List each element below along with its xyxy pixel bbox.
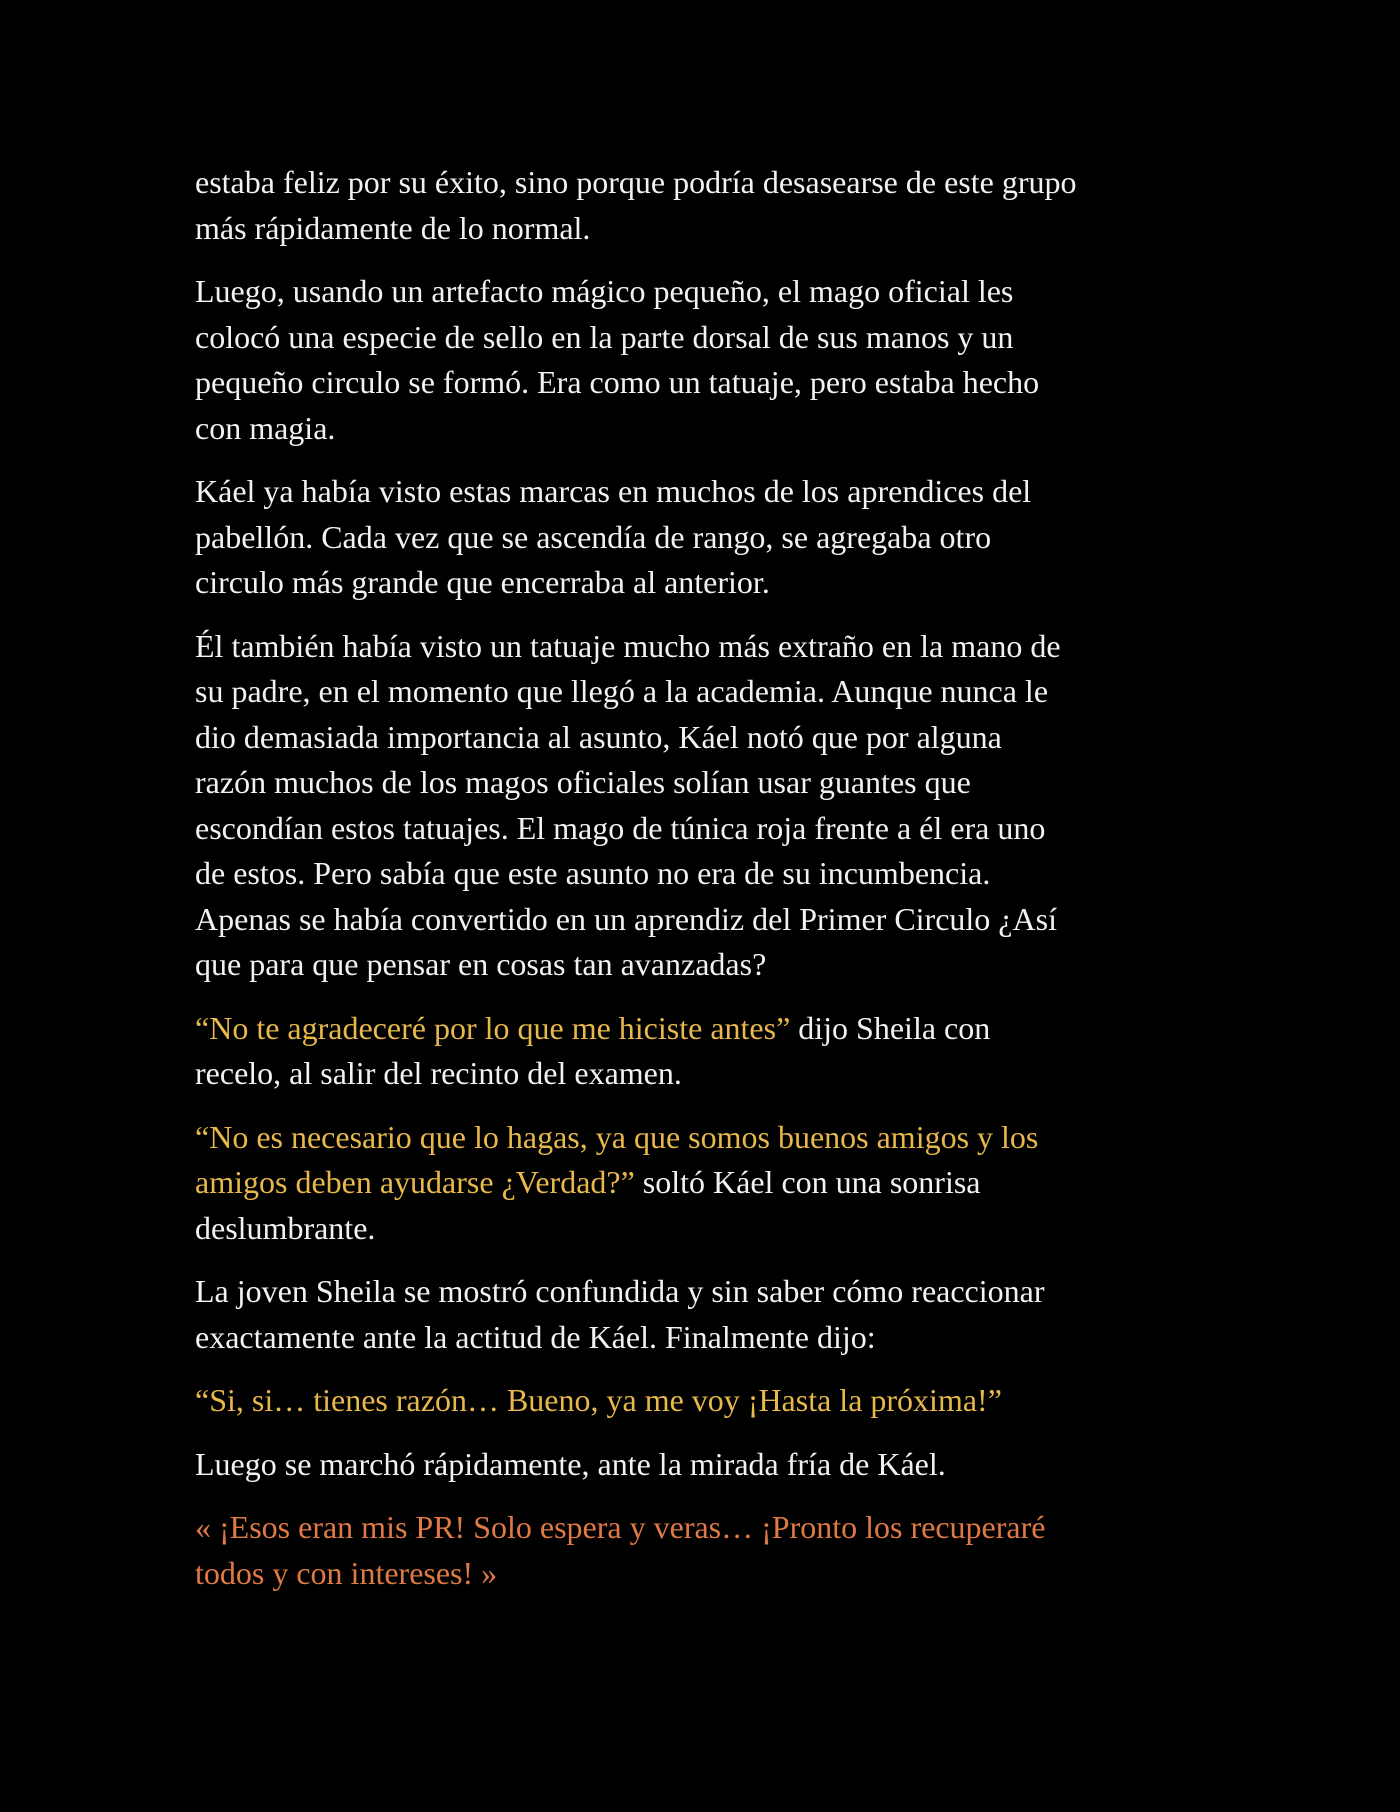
paragraph xyxy=(195,269,1235,451)
dialogue-paragraph xyxy=(195,1006,1235,1097)
text-line xyxy=(195,1160,1235,1206)
text-line: de estos. Pero sabía que este asunto no era de su incumbencia. xyxy=(195,855,991,891)
thought-line: todos y con intereses! » xyxy=(195,1554,498,1591)
text-line: Luego se marchó rápidamente, ante la mirada fría de Káel. xyxy=(195,1445,946,1482)
dialogue-quote: “No te agradeceré por lo que me hiciste antes” xyxy=(195,1009,791,1046)
paragraph xyxy=(195,1442,1235,1488)
text-line: recelo, al salir del recinto del examen. xyxy=(195,1055,682,1091)
text-line: Apenas se había convertido en un aprendiz del Primer Circulo ¿Así xyxy=(195,900,1057,937)
dialogue-paragraph xyxy=(195,1115,1235,1252)
text-line: Él también había visto un tatuaje mucho más extraño en la mano de xyxy=(195,627,1061,664)
text-column xyxy=(195,160,1235,1614)
text-line: circulo más grande que encerraba al anterior. xyxy=(195,564,770,600)
dialogue-quote: “No es necesario que lo hagas, ya que somos buenos amigos y los xyxy=(195,1118,1039,1155)
text-line: pequeño circulo se formó. Era como un tatuaje, pero estaba hecho xyxy=(195,364,1040,400)
text-line: estaba feliz por su éxito, sino porque podría desasearse de este grupo xyxy=(195,164,1077,200)
dialogue-quote: “Si, si… tienes razón… Bueno, ya me voy ¡Hasta la próxima!” xyxy=(195,1382,1002,1418)
text-line: dio demasiada importancia al asunto, Káel notó que por alguna xyxy=(195,718,1002,755)
text-line: exactamente ante la actitud de Káel. Finalmente dijo: xyxy=(195,1318,876,1355)
thought-line: « ¡Esos eran mis PR! Solo espera y veras… ¡Pronto los recuperaré xyxy=(195,1509,1046,1545)
text-line: colocó una especie de sello en la parte dorsal de sus manos y un xyxy=(195,318,1014,355)
paragraph xyxy=(195,624,1235,988)
text-line: deslumbrante. xyxy=(195,1209,376,1246)
text-line: La joven Sheila se mostró confundida y sin saber cómo reaccionar xyxy=(195,1273,1045,1309)
dialogue-quote: amigos deben ayudarse ¿Verdad?” xyxy=(195,1164,635,1200)
paragraph xyxy=(195,160,1235,251)
narration-text: soltó Káel con una sonrisa xyxy=(634,1164,981,1200)
paragraph xyxy=(195,1269,1235,1360)
text-line: con magia. xyxy=(195,409,336,446)
text-line: razón muchos de los magos oficiales solían usar guantes que xyxy=(195,764,971,800)
text-line xyxy=(195,1006,1235,1052)
text-line: Káel ya había visto estas marcas en muchos de los aprendices del xyxy=(195,473,1032,509)
inner-thought-paragraph xyxy=(195,1505,1235,1596)
paragraph xyxy=(195,469,1235,606)
text-line: que para que pensar en cosas tan avanzadas? xyxy=(195,946,767,982)
text-line: más rápidamente de lo normal. xyxy=(195,209,591,246)
dialogue-paragraph xyxy=(195,1378,1235,1424)
text-line: Luego, usando un artefacto mágico pequeño, el mago oficial les xyxy=(195,273,1014,309)
text-line: escondían estos tatuajes. El mago de túnica roja frente a él era uno xyxy=(195,809,1046,846)
text-line: pabellón. Cada vez que se ascendía de rango, se agregaba otro xyxy=(195,518,992,555)
narration-text: dijo Sheila con xyxy=(790,1009,991,1046)
text-line: su padre, en el momento que llegó a la academia. Aunque nunca le xyxy=(195,673,1049,709)
